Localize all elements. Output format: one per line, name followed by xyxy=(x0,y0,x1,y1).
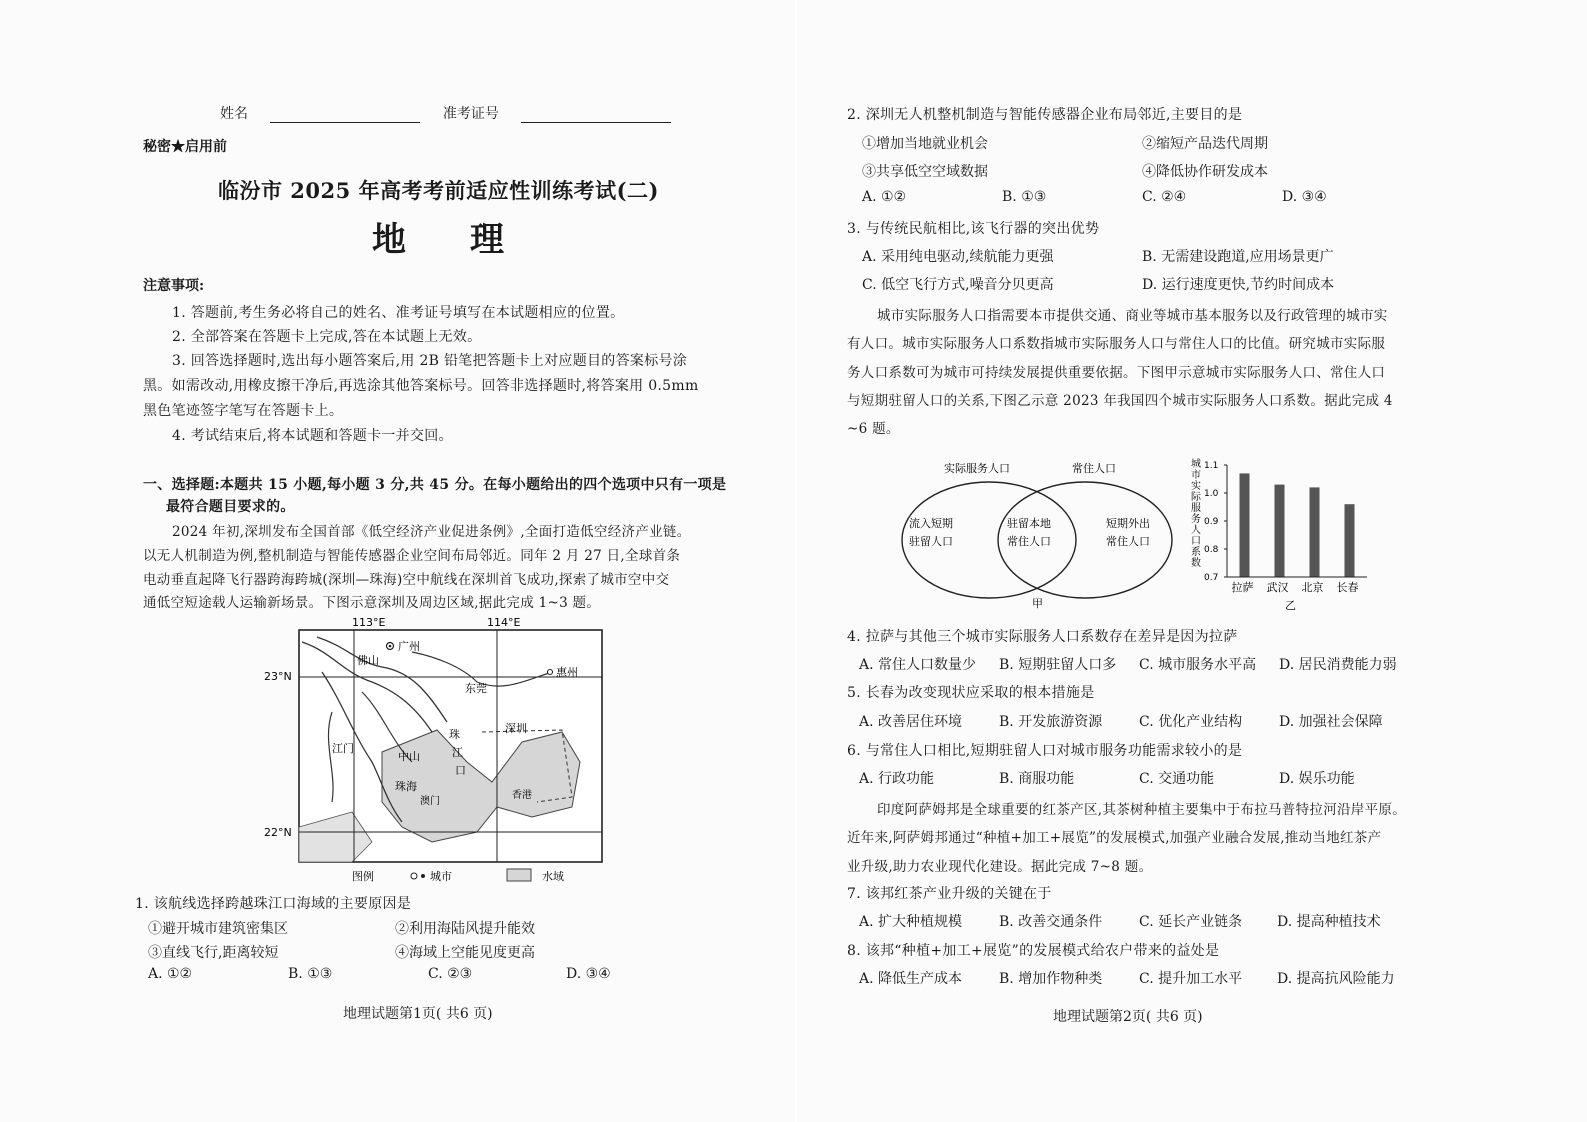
x-tick-label: 武汉 xyxy=(1266,581,1289,594)
question-1-option-a[interactable]: A. ①② xyxy=(148,966,193,982)
chart-ylabel-char: 口 xyxy=(1191,536,1201,547)
question-4-option-d[interactable]: D. 居民消费能力弱 xyxy=(1279,657,1397,673)
question-1-item: ④海域上空能见度更高 xyxy=(395,945,535,961)
question-7-option-b[interactable]: B. 改善交通条件 xyxy=(999,914,1103,930)
city-label: 深圳 xyxy=(505,722,527,735)
chart-ylabel-char: 务 xyxy=(1191,514,1201,525)
city-label: 中山 xyxy=(398,750,420,763)
venn-center-text: 常住人口 xyxy=(1007,535,1051,548)
lon-label: 114°E xyxy=(487,616,521,629)
question-7-option-d[interactable]: D. 提高种植技术 xyxy=(1277,914,1381,930)
exam-id-field[interactable] xyxy=(521,107,671,123)
page-2 xyxy=(797,0,1587,1122)
question-8-option-b[interactable]: B. 增加作物种类 xyxy=(999,971,1103,987)
river-mouth-label: 江 xyxy=(452,746,463,759)
river-mouth-label: 珠 xyxy=(449,728,460,741)
exam-title: 临汾市 2025 年高考考前适应性训练考试(二) xyxy=(218,178,659,203)
question-1-option-c[interactable]: C. ②③ xyxy=(428,966,473,982)
lon-label: 113°E xyxy=(352,616,386,629)
question-1-item: ②利用海陆风提升能效 xyxy=(395,921,535,937)
notice-line: 3. 回答选择题时,选出每小题答案后,用 2B 铅笔把答题卡上对应题目的答案标号涂 xyxy=(172,353,688,369)
passage-line: ~6 题。 xyxy=(847,421,900,437)
x-tick-label: 拉萨 xyxy=(1231,581,1254,594)
question-5-stem: 5. 长春为改变现状应采取的根本措施是 xyxy=(847,685,1095,701)
section-heading: 一、选择题:本题共 15 小题,每小题 3 分,共 45 分。在每小题给出的四个选项中只有一项是 xyxy=(143,477,727,493)
city-label: 佛山 xyxy=(357,654,379,667)
city-label: 惠州 xyxy=(556,666,578,679)
question-2-option-b[interactable]: B. ①③ xyxy=(1002,189,1047,205)
question-6-option-a[interactable]: A. 行政功能 xyxy=(859,771,935,787)
subject-title: 地理 xyxy=(372,220,568,260)
question-2-option-c[interactable]: C. ②④ xyxy=(1142,189,1187,205)
name-row xyxy=(220,103,671,123)
y-tick-label: 0.7 xyxy=(1204,573,1219,583)
page-footer: 地理试题第1页( 共6 页) xyxy=(343,1006,493,1022)
city-label: 香港 xyxy=(512,790,532,801)
question-1-option-b[interactable]: B. ①③ xyxy=(288,966,333,982)
passage-line: 务人口系数可为城市可持续发展提供重要依据。下图甲示意城市实际服务人口、常住人口 xyxy=(847,365,1386,381)
question-2-item: ①增加当地就业机会 xyxy=(862,136,988,152)
chart-ylabel-char: 系 xyxy=(1191,547,1201,558)
question-6-option-b[interactable]: B. 商服功能 xyxy=(999,771,1075,787)
section-heading-cont: 最符合题目要求的。 xyxy=(166,499,295,515)
chart-caption: 乙 xyxy=(1285,599,1296,612)
question-6-option-d[interactable]: D. 娱乐功能 xyxy=(1279,771,1355,787)
name-field[interactable] xyxy=(270,107,420,123)
y-tick-label: 0.9 xyxy=(1204,517,1219,527)
question-1-stem: 1. 该航线选择跨越珠江口海域的主要原因是 xyxy=(135,896,412,912)
chart-ylabel xyxy=(1191,457,1202,569)
question-8-stem: 8. 该邦“种植+加工+展览”的发展模式给农户带来的益处是 xyxy=(847,943,1220,959)
legend-city: 城市 xyxy=(430,870,452,883)
y-tick-label: 0.8 xyxy=(1204,545,1219,555)
question-3-stem: 3. 与传统民航相比,该飞行器的突出优势 xyxy=(847,221,1100,237)
question-2-item: ④降低协作研发成本 xyxy=(1142,164,1268,180)
question-7-option-c[interactable]: C. 延长产业链条 xyxy=(1139,914,1243,930)
chart-ylabel-char: 数 xyxy=(1191,558,1201,569)
question-6-stem: 6. 与常住人口相比,短期驻留人口对城市服务功能需求较小的是 xyxy=(847,743,1243,759)
question-3-option-d[interactable]: D. 运行速度更快,节约时间成本 xyxy=(1142,277,1335,293)
passage-line: 有人口。城市实际服务人口系数指城市实际服务人口与常住人口的比值。研究城市实际服 xyxy=(847,336,1386,352)
page-footer: 地理试题第2页( 共6 页) xyxy=(1053,1009,1203,1025)
question-5-option-b[interactable]: B. 开发旅游资源 xyxy=(999,714,1103,730)
chart-ylabel-char: 服 xyxy=(1191,503,1201,514)
chart-ylabel-char: 市 xyxy=(1191,470,1201,481)
city-label: 澳门 xyxy=(420,796,440,807)
bar-武汉 xyxy=(1275,485,1285,577)
name-label: 姓名 xyxy=(220,106,248,122)
venn-right-text: 短期外出 xyxy=(1106,517,1150,530)
bar-长春 xyxy=(1345,504,1355,577)
chart-ylabel-char: 城 xyxy=(1191,459,1201,470)
question-1-item: ③直线飞行,距离较短 xyxy=(148,945,279,961)
venn-left-text: 驻留人口 xyxy=(909,535,953,548)
venn-label-right: 常住人口 xyxy=(1072,462,1116,475)
city-marker xyxy=(389,645,392,648)
passage-line: 近年来,阿萨姆邦通过“种植+加工+展览”的发展模式,加强产业融合发展,推动当地红茶产 xyxy=(847,830,1382,846)
notice-line: 1. 答题前,考生务必将自己的姓名、准考证号填写在本试题相应的位置。 xyxy=(172,305,625,321)
notice-line: 黑色笔迹签字笔写在答题卡上。 xyxy=(143,403,344,419)
question-2-item: ③共享低空空域数据 xyxy=(862,164,988,180)
venn-diagram xyxy=(897,455,1177,610)
question-3-option-a[interactable]: A. 采用纯电驱动,续航能力更强 xyxy=(862,249,1054,265)
venn-right-text: 常住人口 xyxy=(1106,535,1150,548)
legend-title: 图例 xyxy=(352,870,374,883)
question-8-option-d[interactable]: D. 提高抗风险能力 xyxy=(1277,971,1395,987)
passage-line: 通低空短途载人运输新场景。下图示意深圳及周边区域,据此完成 1~3 题。 xyxy=(143,595,601,611)
question-4-option-b[interactable]: B. 短期驻留人口多 xyxy=(999,657,1117,673)
population-coefficient-chart xyxy=(1187,455,1377,613)
y-tick-label: 1.0 xyxy=(1204,489,1219,499)
city-label: 广州 xyxy=(398,640,420,653)
passage-line: 城市实际服务人口指需要本市提供交通、商业等城市基本服务以及行政管理的城市实 xyxy=(877,308,1388,324)
question-7-option-a[interactable]: A. 扩大种植规模 xyxy=(859,914,963,930)
bar-拉萨 xyxy=(1240,473,1250,577)
city-label: 珠海 xyxy=(395,780,417,793)
notice-line: 2. 全部答案在答题卡上完成,答在本试题上无效。 xyxy=(172,329,482,345)
question-7-stem: 7. 该邦红茶产业升级的关键在于 xyxy=(847,886,1052,902)
question-4-option-a[interactable]: A. 常住人口数量少 xyxy=(859,657,977,673)
question-5-option-c[interactable]: C. 优化产业结构 xyxy=(1139,714,1243,730)
question-8-option-a[interactable]: A. 降低生产成本 xyxy=(859,971,963,987)
question-2-option-d[interactable]: D. ③④ xyxy=(1282,189,1327,205)
question-8-option-c[interactable]: C. 提升加工水平 xyxy=(1139,971,1243,987)
passage-line: 业升级,助力农业现代化建设。据此完成 7~8 题。 xyxy=(847,859,1153,875)
question-4-option-c[interactable]: C. 城市服务水平高 xyxy=(1139,657,1257,673)
question-2-stem: 2. 深圳无人机整机制造与智能传感器企业布局邻近,主要目的是 xyxy=(847,107,1243,123)
notice-heading: 注意事项: xyxy=(143,278,205,294)
passage-line: 印度阿萨姆邦是全球重要的红茶产区,其茶树种植主要集中于布拉马普特拉河沿岸平原。 xyxy=(877,802,1406,818)
legend-city-icon xyxy=(421,874,425,878)
venn-center-text: 驻留本地 xyxy=(1007,517,1051,530)
question-4-stem: 4. 拉萨与其他三个城市实际服务人口系数存在差异是因为拉萨 xyxy=(847,629,1238,645)
passage-line: 以无人机制造为例,整机制造与智能传感器企业空间布局邻近。同年 2 月 27 日,全球首条 xyxy=(143,548,681,564)
bar-北京 xyxy=(1310,487,1320,577)
question-2-item: ②缩短产品迭代周期 xyxy=(1142,136,1268,152)
chart-ylabel-char: 实 xyxy=(1191,481,1201,492)
question-5-option-a[interactable]: A. 改善居住环境 xyxy=(859,714,963,730)
venn-caption: 甲 xyxy=(1032,597,1043,610)
shenzhen-region-map xyxy=(262,612,622,884)
venn-left-text: 流入短期 xyxy=(909,517,953,530)
chart-ylabel-char: 际 xyxy=(1191,492,1201,503)
question-3-option-b[interactable]: B. 无需建设跑道,应用场景更广 xyxy=(1142,249,1334,265)
passage-line: 电动垂直起降飞行器跨海跨城(深圳—珠海)空中航线在深圳首飞成功,探索了城市空中交 xyxy=(143,572,670,588)
question-6-option-c[interactable]: C. 交通功能 xyxy=(1139,771,1215,787)
x-tick-label: 北京 xyxy=(1301,581,1324,594)
passage-line: 2024 年初,深圳发布全国首部《低空经济产业促进条例》,全面打造低空经济产业链。 xyxy=(172,524,691,540)
legend-city-icon xyxy=(411,873,417,879)
question-5-option-d[interactable]: D. 加强社会保障 xyxy=(1279,714,1383,730)
exam-id-label: 准考证号 xyxy=(442,106,499,122)
city-label: 东莞 xyxy=(465,682,487,695)
passage-line: 与短期驻留人口的关系,下图乙示意 2023 年我国四个城市实际服务人口系数。据此完成 4 xyxy=(847,393,1393,409)
city-marker xyxy=(548,670,553,675)
legend-water-swatch xyxy=(507,869,531,881)
question-2-option-a[interactable]: A. ①② xyxy=(862,189,907,205)
question-3-option-c[interactable]: C. 低空飞行方式,噪音分贝更高 xyxy=(862,277,1054,293)
question-1-item: ①避开城市建筑密集区 xyxy=(148,921,288,937)
city-label: 江门 xyxy=(332,742,354,755)
chart-ylabel-char: 人 xyxy=(1191,525,1201,536)
lat-label: 23°N xyxy=(264,670,292,683)
notice-line: 黑。如需改动,用橡皮擦干净后,再选涂其他答案标号。回答非选择题时,将答案用 0.5mm xyxy=(143,378,699,394)
notice-line: 4. 考试结束后,将本试题和答题卡一并交回。 xyxy=(172,428,453,444)
x-tick-label: 长春 xyxy=(1336,581,1359,594)
secret-mark: 秘密★启用前 xyxy=(143,139,227,155)
question-1-option-d[interactable]: D. ③④ xyxy=(566,966,611,982)
river-mouth-label: 口 xyxy=(455,764,466,777)
lat-label: 22°N xyxy=(264,826,292,839)
venn-label-left: 实际服务人口 xyxy=(944,462,1010,475)
legend-water: 水域 xyxy=(542,870,564,883)
y-tick-label: 1.1 xyxy=(1204,461,1219,471)
